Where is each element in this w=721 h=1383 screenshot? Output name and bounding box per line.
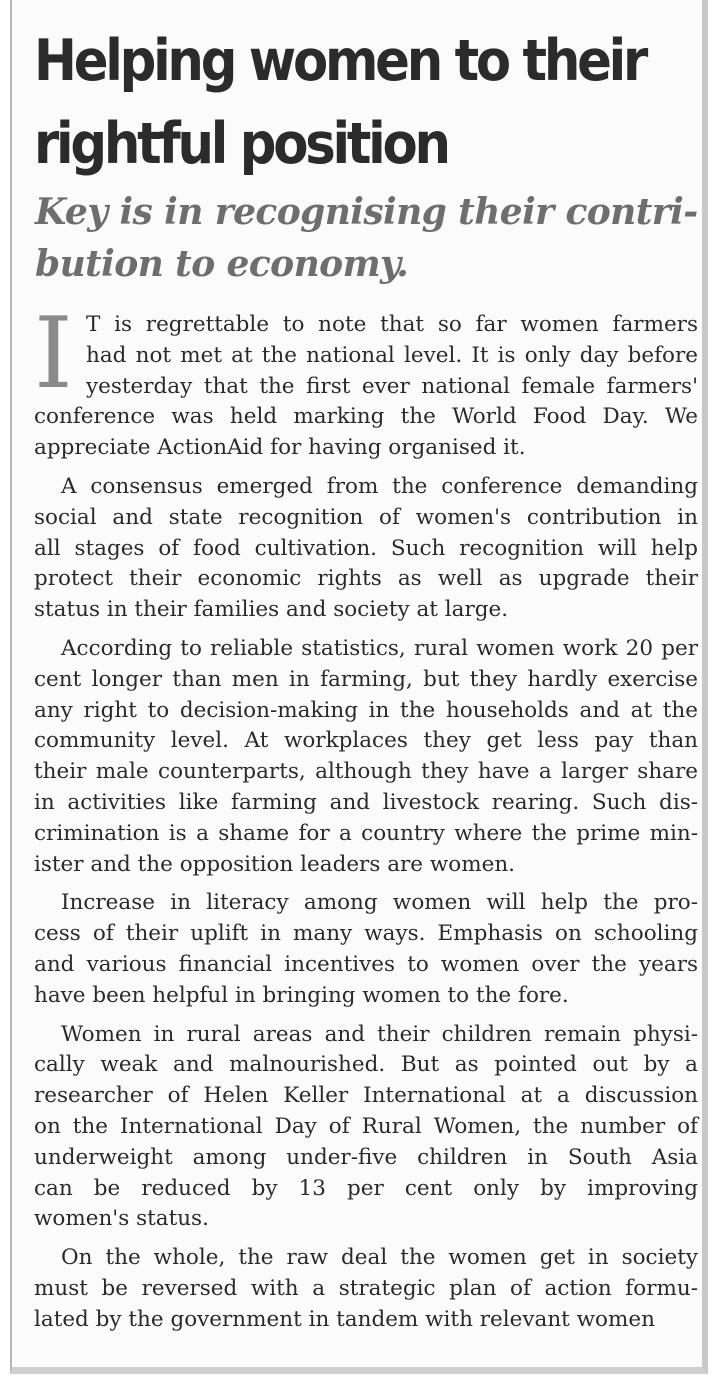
text-line: social and state recognition of women's contribution in [34, 504, 698, 530]
article-clipping [10, 0, 708, 1374]
text-line: in activities like farming and livestock rearing. Such dis- [34, 789, 698, 815]
text-line: cent longer than men in farming, but they hardly exercise [34, 666, 698, 692]
subheadline-line: bution to economy. [35, 243, 409, 285]
text-line: crimination is a shame for a country where the prime min- [34, 820, 698, 846]
headline-line: Helping women to their [34, 28, 646, 94]
drop-cap: I [34, 297, 73, 411]
text-line: T is regrettable to note that so far women farmers [86, 312, 698, 337]
article-paragraph [34, 297, 698, 464]
text-line: ister and the opposition leaders are women. [34, 851, 515, 877]
subheadline-line: Key is in recognising their contri- [35, 191, 698, 233]
text-line: must be reversed with a strategic plan of action formu- [34, 1275, 698, 1301]
text-line: on the International Day of Rural Women, the number of [34, 1113, 698, 1139]
text-line: status in their families and society at large. [34, 597, 509, 623]
text-line: appreciate ActionAid for having organised it. [34, 435, 526, 461]
text-line: cally weak and malnourished. But as pointed out by a [34, 1052, 698, 1078]
text-line: any right to decision-making in the households and at the [34, 697, 698, 723]
text-line: can be reduced by 13 per cent only by improving [34, 1175, 698, 1201]
headline-line: rightful position [34, 111, 448, 177]
text-line: protect their economic rights as well as upgrade their [34, 566, 698, 592]
article-paragraph [34, 472, 698, 626]
text-line: underweight among under-five children in South Asia [34, 1144, 698, 1170]
text-line: According to reliable statistics, rural women work 20 per [61, 635, 698, 661]
text-line: women's status. [34, 1206, 209, 1232]
text-line: conference was held marking the World Food Day. We [34, 404, 698, 430]
text-line: all stages of food cultivation. Such recognition will help [34, 535, 698, 561]
article-paragraph [34, 1020, 698, 1236]
article-paragraph [34, 888, 698, 1011]
text-line: community level. At workplaces they get less pay than [34, 728, 698, 754]
text-line: yesterday that the first ever national female farmers' [86, 373, 698, 399]
article-body [34, 297, 698, 1344]
text-line: A consensus emerged from the conference demanding [61, 473, 698, 499]
text-line: lated by the government in tandem with relevant women [34, 1306, 655, 1332]
text-line: researcher of Helen Keller International at a discussion [34, 1083, 698, 1109]
paragraph-container [34, 297, 698, 1336]
article-paragraph [34, 634, 698, 880]
text-line: Increase in literacy among women will help the pro- [61, 890, 698, 916]
text-line: their male counterparts, although they have a larger share [34, 759, 698, 785]
text-line: On the whole, the raw deal the women get in society [61, 1245, 698, 1271]
text-line: Women in rural areas and their children remain physi- [61, 1021, 698, 1047]
article-paragraph [34, 1243, 698, 1335]
text-line: had not met at the national level. It is only day before [86, 342, 698, 368]
subheadline [35, 186, 708, 290]
text-line: cess of their uplift in many ways. Emphasis on schooling [34, 921, 698, 947]
text-line: have been helpful in bringing women to the fore. [34, 982, 569, 1008]
headline [34, 20, 646, 186]
text-line: and various financial incentives to women over the years [34, 951, 698, 977]
